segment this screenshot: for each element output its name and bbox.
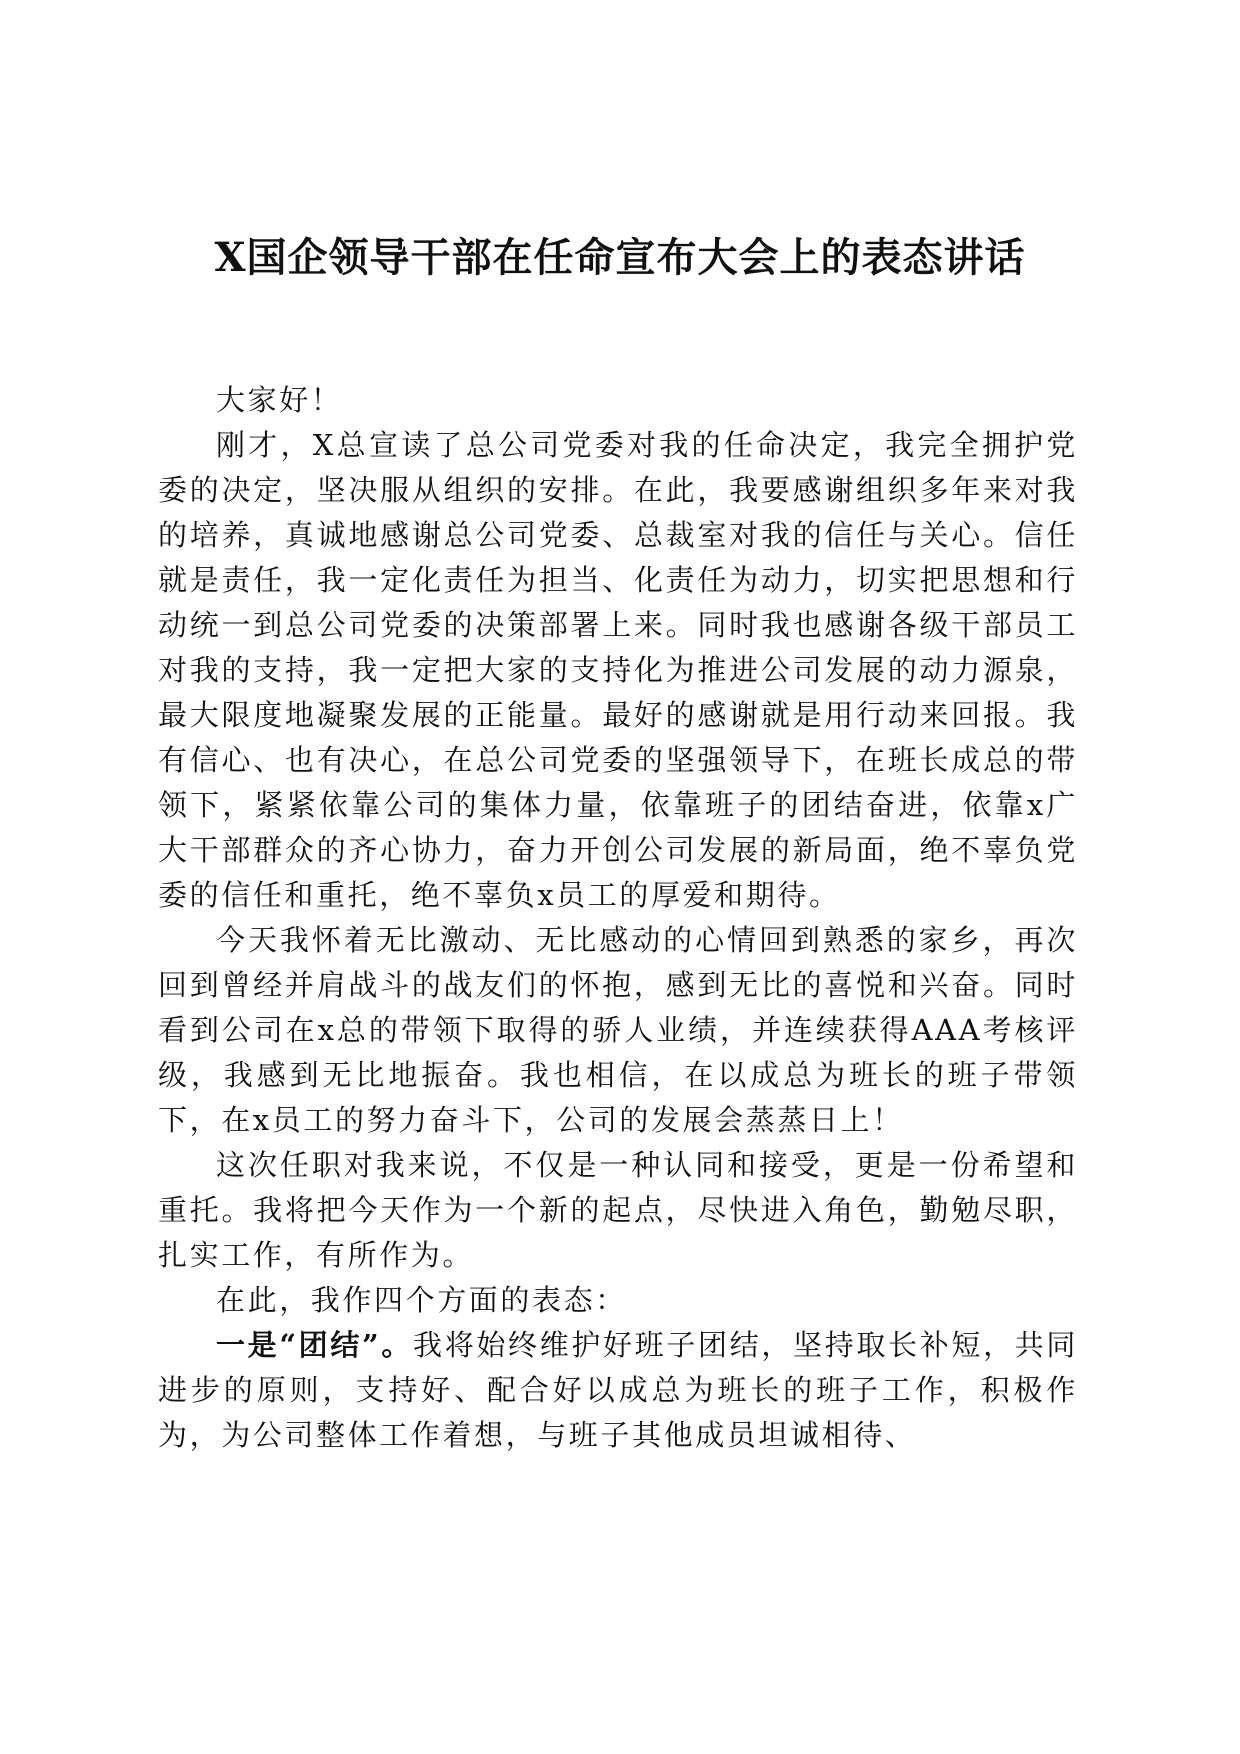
document-title: X国企领导干部在任命宣布大会上的表态讲话 [214, 234, 1026, 281]
document-body [158, 378, 1078, 1458]
paragraph-four-pledges-intro: 在此，我作四个方面的表态： [216, 1283, 627, 1317]
paragraph-greeting: 大家好！ [216, 383, 343, 417]
paragraph-return-home: 今天我怀着无比激动、无比感动的心情回到熟悉的家乡，再次回到曾经并肩战斗的战友们的怀抱，感到无比的喜悦和兴奋。同时看到公司在x总的带领下取得的骄人业绩，并连续获得AAA考核评级，我感到无比地振奋。我也相信，在以成总为班长的班子带领下，在x员工的努力奋斗下，公司的发展会蒸蒸日上！ [158, 923, 1078, 1137]
pledge-unity-heading: 一是“团结”。 [216, 1328, 414, 1362]
pledge-unity-text: 我将始终维护好班子团结，坚持取长补短，共同进步的原则，支持好、配合好以成总为班长的班子工作，积极作为，为公司整体工作着想，与班子其他成员坦诚相待、 [158, 1328, 1079, 1452]
paragraph-pledge-unity [158, 1323, 1078, 1458]
paragraph-appointment-thanks: 刚才，X总宣读了总公司党委对我的任命决定，我完全拥护党委的决定，坚决服从组织的安排。在此，我要感谢组织多年来对我的培养，真诚地感谢总公司党委、总裁室对我的信任与关心。信任就是责任，我一定化责任为担当、化责任为动力，切实把思想和行动统一到总公司党委的决策部署上来。同时我也感谢各级干部员工对我的支持，我一定把大家的支持化为推进公司发展的动力源泉，最大限度地凝聚发展的正能量。最好的感谢就是用行动来回报。我有信心、也有决心，在总公司党委的坚强领导下，在班长成总的带领下，紧紧依靠公司的集体力量，依靠班子的团结奋进，依靠x广大干部群众的齐心协力，奋力开创公司发展的新局面，绝不辜负党委的信任和重托，绝不辜负x员工的厚爱和期待。 [158, 428, 1078, 912]
paragraph-new-start: 这次任职对我来说，不仅是一种认同和接受，更是一份希望和重托。我将把今天作为一个新的起点，尽快进入角色，勤勉尽职，扎实工作，有所作为。 [158, 1148, 1078, 1272]
